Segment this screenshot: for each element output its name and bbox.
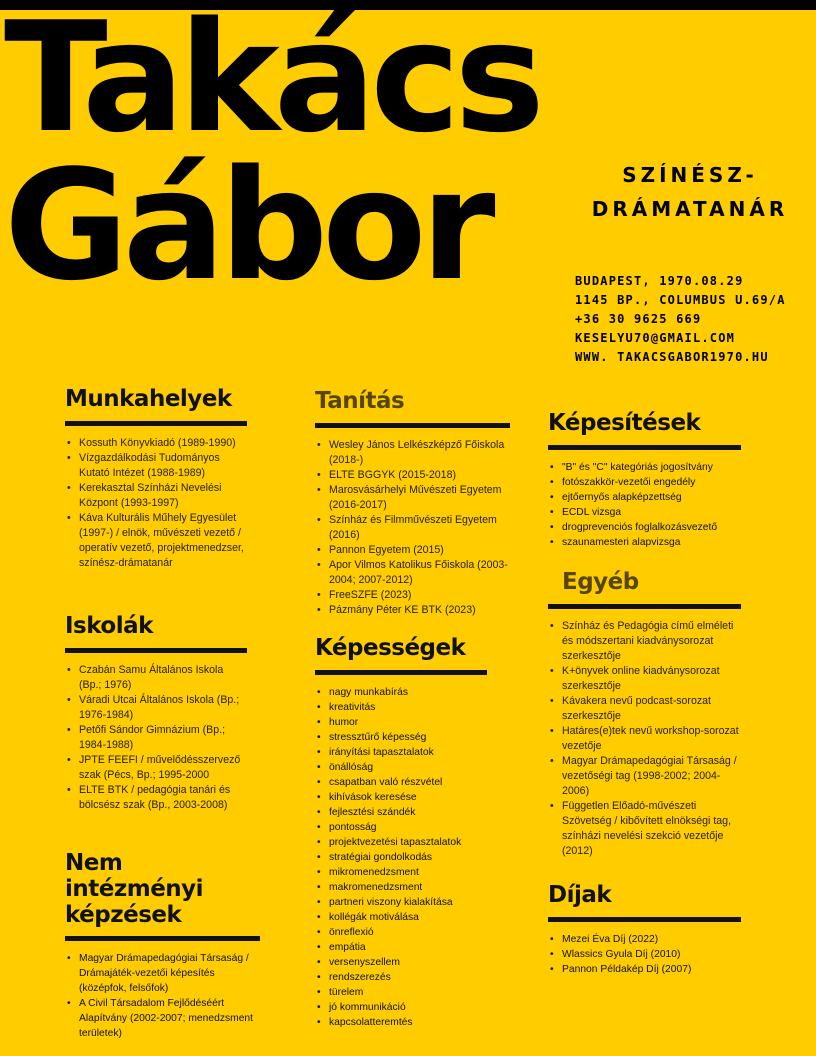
list-item: • önállóság (315, 760, 487, 775)
name-given: Gábor (4, 137, 490, 314)
name-surname: Takács (4, 0, 539, 166)
list-item: • Kossuth Könyvkiadó (1989-1990) (65, 436, 247, 451)
section-title-line3: képzések (65, 902, 182, 928)
list-item: • Határes(e)tek nevű workshop-sorozat vezetője (548, 724, 741, 754)
list-item: • irányítási tapasztalatok (315, 745, 487, 760)
list-item: • Vízgazdálkodási Tudományos Kutató Intézet (1988-1989) (65, 451, 247, 481)
section-tanitas (315, 387, 510, 618)
section-title (65, 850, 260, 928)
list-item: • ejtőernyős alapképzettség (548, 490, 741, 505)
list-item: • Czabán Samu Általános Iskola (Bp.; 1976) (65, 663, 247, 693)
section-rule (65, 936, 260, 941)
list-item: • versenyszellem (315, 955, 487, 970)
list-item: • Magyar Drámapedagógiai Társaság / vezetőségi tag (1998-2002; 2004-2006) (548, 754, 741, 799)
list-item: • pontosság (315, 820, 487, 835)
list-item: • Wlassics Gyula Díj (2010) (548, 947, 741, 962)
section-title: Képességek (315, 635, 466, 661)
section-title: Iskolák (65, 613, 153, 639)
list-item: • partneri viszony kialakítása (315, 895, 487, 910)
job-title-line2: DRÁMATANÁR (591, 197, 789, 221)
list (315, 685, 487, 1030)
list-item: • Színház és Filmművészeti Egyetem (2016) (315, 513, 510, 543)
list-item: • Pannon Példakép Díj (2007) (548, 962, 741, 977)
list-item: • stressztűrő képesség (315, 730, 487, 745)
contact-info (575, 272, 786, 367)
list-item: • Marosvásárhelyi Művészeti Egyetem (2016-2017) (315, 483, 510, 513)
list-item: • ECDL vizsga (548, 505, 741, 520)
list-item: • Kávakera nevű podcast-sorozat szerkesztője (548, 694, 741, 724)
contact-birth: BUDAPEST, 1970.08.29 (575, 274, 744, 288)
list-item: • kreativitás (315, 700, 487, 715)
list-item: • K+önyvek online kiadványsorozat szerkesztője (548, 664, 741, 694)
list-item: • FreeSZFE (2023) (315, 588, 510, 603)
list (65, 436, 247, 571)
section-rule (65, 648, 247, 653)
section-kepesitesek (548, 409, 741, 550)
list (548, 619, 741, 859)
section-title-line2: intézményi (65, 876, 204, 902)
section-munkahelyek (65, 385, 247, 571)
list-item: • önreflexió (315, 925, 487, 940)
list-item: • Független Előadó-művészeti Szövetség / kibővített elnökségi tag, színházi nevelési szekció vezetője (2012) (548, 799, 741, 859)
list (315, 438, 510, 618)
list (548, 460, 741, 550)
list-item: • mikromenedzsment (315, 865, 487, 880)
list-item: • Váradi Utcai Általános Iskola (Bp.; 1976-1984) (65, 693, 247, 723)
contact-website: WWW. TAKACSGABOR1970.HU (575, 350, 769, 364)
section-rule (548, 445, 741, 450)
list-item: • drogprevenciós foglalkozásvezető (548, 520, 741, 535)
list-item: • humor (315, 715, 487, 730)
list-item: • "B" és "C" kategóriás jogosítvány (548, 460, 741, 475)
list (65, 951, 260, 1041)
list (65, 663, 247, 813)
section-rule (548, 604, 741, 609)
list-item: • Magyar Drámapedagógiai Társaság / Drámajáték-vezetői képesítés (középfok, felsőfok) (65, 951, 260, 996)
job-title-line1: SZÍNÉSZ- (622, 163, 758, 187)
list-item: • fotószakkör-vezetői engedély (548, 475, 741, 490)
list-item: • stratégiai gondolkodás (315, 850, 487, 865)
list-item: • Kerekasztal Színházi Nevelési Központ (1993-1997) (65, 481, 247, 511)
list-item: • fejlesztési szándék (315, 805, 487, 820)
list-item: • Káva Kulturális Műhely Egyesület (1997-) / elnök, művészeti vezető / operatív vezető, projektmenedzser, színész-drámatanár (65, 511, 247, 571)
list-item: • makromenedzsment (315, 880, 487, 895)
list-item: • rendszerezés (315, 970, 487, 985)
section-title: Díjak (548, 882, 612, 908)
section-title: Munkahelyek (65, 386, 232, 412)
list-item: • csapatban való részvétel (315, 775, 487, 790)
list-item: • kapcsolatteremtés (315, 1015, 487, 1030)
section-dijak (548, 881, 741, 977)
list-item: • kollégák motiválása (315, 910, 487, 925)
list-item: • ELTE BGGYK (2015-2018) (315, 468, 510, 483)
job-title (570, 158, 810, 226)
section-kepessegek (315, 634, 487, 1030)
list-item: • ELTE BTK / pedagógia tanári és bölcsész szak (Bp., 2003-2008) (65, 783, 247, 813)
section-nem-intezmenyi (65, 850, 260, 1041)
section-title: Egyéb (562, 569, 639, 595)
list-item: • Pannon Egyetem (2015) (315, 543, 510, 558)
list-item: • JPTE FEEFI / művelődésszervező szak (Pécs, Bp.; 1995-2000 (65, 753, 247, 783)
list-item: • jó kommunikáció (315, 1000, 487, 1015)
list-item: • A Civil Társadalom Fejlődéséért Alapítvány (2002-2007; menedzsment területek) (65, 996, 260, 1041)
list-item: • projektvezetési tapasztalatok (315, 835, 487, 850)
section-title: Képesítések (548, 410, 701, 436)
contact-email: KESELYU70@GMAIL.COM (575, 331, 736, 345)
section-rule (65, 421, 247, 426)
list-item: • Mezei Éva Díj (2022) (548, 932, 741, 947)
section-title-line1: Nem (65, 850, 123, 876)
list (548, 932, 741, 977)
list-item: • empátia (315, 940, 487, 955)
section-rule (548, 917, 741, 922)
section-rule (315, 670, 487, 675)
list-item: • Wesley János Lelkészképző Főiskola (2018-) (315, 438, 510, 468)
list-item: • szaunamesteri alapvizsga (548, 535, 741, 550)
section-title: Tanítás (315, 388, 405, 414)
list-item: • Színház és Pedagógia című elméleti és módszertani kiadványsorozat szerkesztője (548, 619, 741, 664)
section-egyeb (548, 568, 741, 859)
contact-address: 1145 BP., COLUMBUS U.69/A (575, 293, 786, 307)
list-item: • nagy munkabírás (315, 685, 487, 700)
list-item: • kihívások keresése (315, 790, 487, 805)
list-item: • Apor Vilmos Katolikus Főiskola (2003-2004; 2007-2012) (315, 558, 510, 588)
list-item: • Pázmány Péter KE BTK (2023) (315, 603, 510, 618)
list-item: • türelem (315, 985, 487, 1000)
section-rule (315, 423, 510, 428)
list-item: • Petőfi Sándor Gimnázium (Bp.; 1984-1988) (65, 723, 247, 753)
section-iskolak (65, 612, 247, 813)
contact-phone: +36 30 9625 669 (575, 312, 702, 326)
